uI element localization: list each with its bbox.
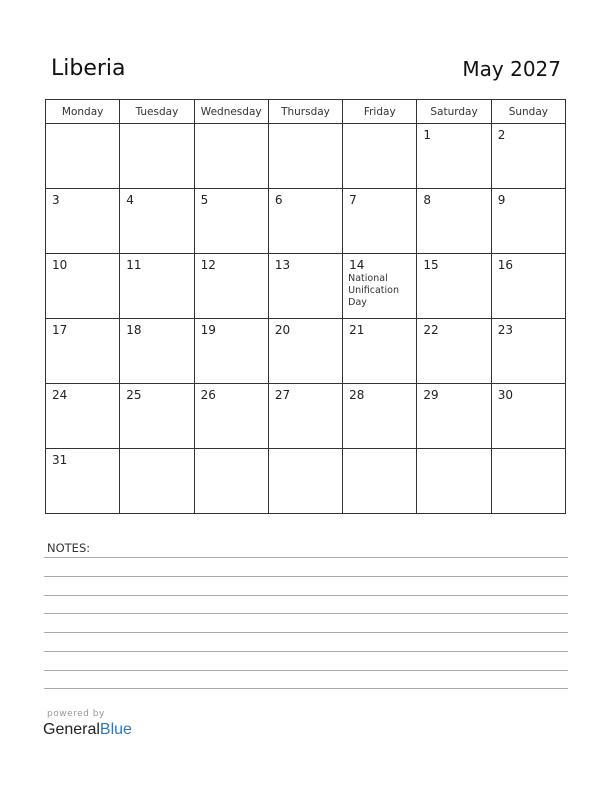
day-number: 31 <box>52 453 68 467</box>
day-number: 13 <box>274 258 291 272</box>
week-row <box>46 189 566 254</box>
powered-by-text: powered by <box>47 709 105 719</box>
day-cell <box>491 189 565 254</box>
day-number: 19 <box>200 323 216 337</box>
day-cell <box>491 384 565 449</box>
day-cell <box>120 124 194 189</box>
day-cell <box>268 449 342 514</box>
notes-label: NOTES: <box>47 541 91 555</box>
day-number: 30 <box>497 388 513 402</box>
country-title: Liberia <box>51 56 126 81</box>
notes-line <box>44 557 568 558</box>
day-number: 27 <box>274 388 291 402</box>
notes-line <box>44 632 568 633</box>
notes-line <box>44 595 568 596</box>
brand-name-part2: Blue <box>99 721 132 738</box>
day-number: 29 <box>423 388 439 402</box>
day-cell <box>343 124 417 189</box>
day-cell <box>120 189 194 254</box>
day-number: 17 <box>52 323 68 337</box>
day-number <box>492 449 565 453</box>
day-number: 1 <box>423 128 432 142</box>
generalblue-logo[interactable] <box>43 721 132 739</box>
week-row <box>46 254 566 319</box>
day-number <box>343 449 416 453</box>
day-number <box>343 124 416 128</box>
day-cell <box>46 449 120 514</box>
day-number: 3 <box>52 193 60 207</box>
notes-line <box>44 613 568 614</box>
weekday-tuesday: Tuesday <box>120 100 194 124</box>
day-cell <box>194 124 268 189</box>
day-cell <box>343 449 417 514</box>
day-number: 9 <box>497 193 506 207</box>
day-number: 23 <box>497 323 513 337</box>
week-row <box>46 449 566 514</box>
day-number <box>195 449 268 453</box>
day-cell <box>268 124 342 189</box>
day-cell <box>343 384 417 449</box>
weekday-monday: Monday <box>46 100 120 124</box>
day-number: 28 <box>349 388 365 402</box>
day-cell <box>268 254 342 319</box>
day-cell <box>194 449 268 514</box>
day-cell <box>491 254 565 319</box>
day-number <box>417 449 490 453</box>
week-row <box>46 319 566 384</box>
notes-line <box>44 670 568 671</box>
day-number: 15 <box>423 258 439 272</box>
day-number: 6 <box>274 193 283 207</box>
calendar-grid <box>45 99 566 514</box>
day-cell <box>46 189 120 254</box>
weekday-sunday: Sunday <box>491 100 565 124</box>
day-cell <box>491 319 565 384</box>
day-number: 7 <box>349 193 357 207</box>
day-cell <box>120 449 194 514</box>
week-row <box>46 384 566 449</box>
day-number: 4 <box>126 193 134 207</box>
day-cell <box>268 319 342 384</box>
day-cell <box>417 449 491 514</box>
notes-line <box>44 688 568 689</box>
day-cell-holiday <box>343 254 417 319</box>
day-number: 10 <box>52 258 68 272</box>
day-number: 18 <box>126 323 142 337</box>
day-cell <box>46 124 120 189</box>
day-cell <box>120 384 194 449</box>
day-cell <box>268 384 342 449</box>
day-number: 14 <box>349 258 365 272</box>
day-number <box>195 124 268 128</box>
day-number <box>269 124 342 128</box>
day-cell <box>120 254 194 319</box>
day-cell <box>194 254 268 319</box>
day-number <box>120 124 193 128</box>
day-cell <box>194 319 268 384</box>
weekday-header-row <box>46 100 566 124</box>
weekday-thursday: Thursday <box>268 100 342 124</box>
month-year-title: May 2027 <box>462 57 561 81</box>
day-cell <box>343 189 417 254</box>
day-number: 5 <box>200 193 209 207</box>
day-number: 21 <box>349 323 365 337</box>
day-number <box>269 449 342 453</box>
day-cell <box>343 319 417 384</box>
day-number: 26 <box>200 388 216 402</box>
day-number: 20 <box>274 323 291 337</box>
day-number: 8 <box>423 193 432 207</box>
day-cell <box>417 254 491 319</box>
day-number: 2 <box>497 128 506 142</box>
day-number: 16 <box>497 258 513 272</box>
day-cell <box>417 189 491 254</box>
weekday-saturday: Saturday <box>417 100 491 124</box>
day-number: 22 <box>423 323 439 337</box>
day-cell <box>417 124 491 189</box>
day-cell <box>417 384 491 449</box>
day-number <box>120 449 193 453</box>
day-number <box>46 124 119 128</box>
day-number: 25 <box>126 388 142 402</box>
weekday-wednesday: Wednesday <box>194 100 268 124</box>
week-row <box>46 124 566 189</box>
day-cell <box>46 384 120 449</box>
day-cell <box>491 124 565 189</box>
day-cell <box>120 319 194 384</box>
day-cell <box>491 449 565 514</box>
day-number: 11 <box>126 258 142 272</box>
day-cell <box>268 189 342 254</box>
notes-line <box>44 651 568 652</box>
day-cell <box>46 254 120 319</box>
day-number: 12 <box>200 258 216 272</box>
day-cell <box>46 319 120 384</box>
day-cell <box>194 189 268 254</box>
holiday-label: National Unification Day <box>348 273 399 308</box>
day-cell <box>194 384 268 449</box>
day-cell <box>417 319 491 384</box>
weekday-friday: Friday <box>343 100 417 124</box>
day-number: 24 <box>52 388 68 402</box>
notes-line <box>44 576 568 577</box>
brand-name-part1: General <box>43 721 100 738</box>
